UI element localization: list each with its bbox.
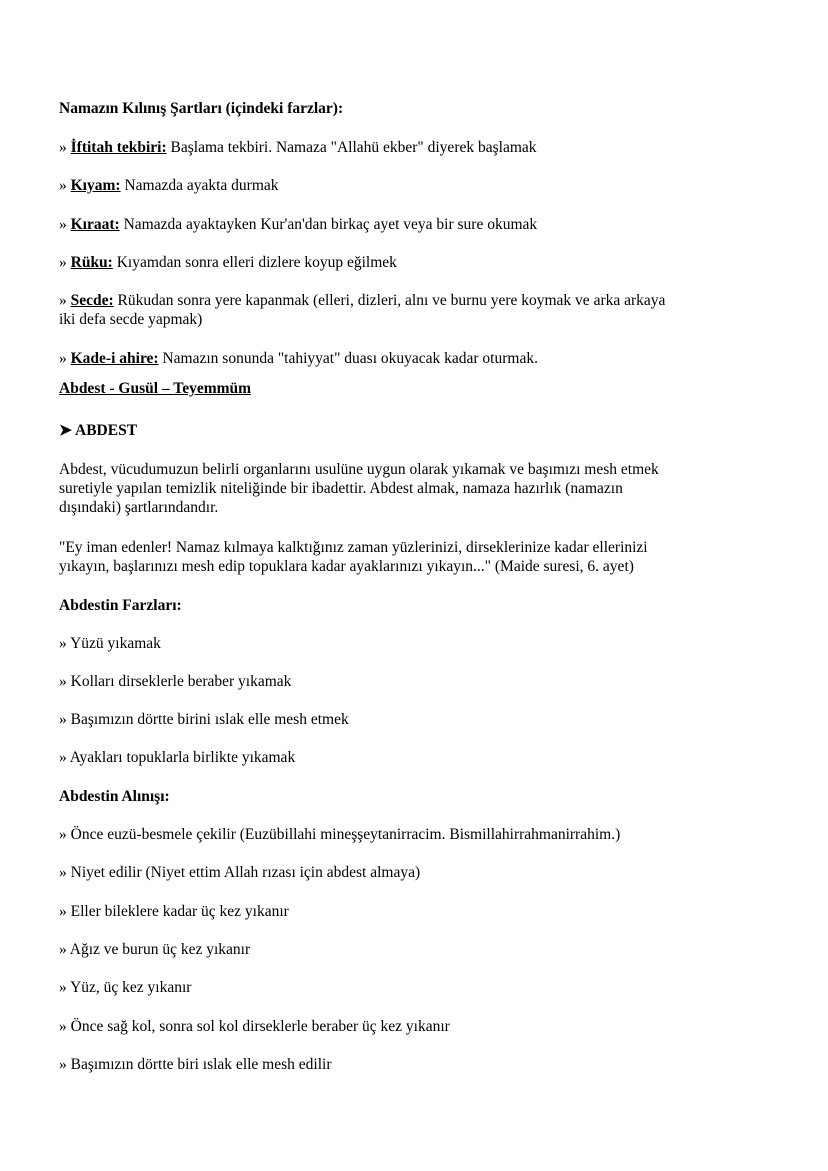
bullet-marker: » bbox=[59, 350, 71, 367]
item-text: Niyet edilir (Niyet ettim Allah rızası için abdest almaya) bbox=[70, 864, 421, 881]
item-text: Kıyamdan sonra elleri dizlere koyup eğilmek bbox=[112, 254, 397, 271]
namaz-title: Namazın Kılınış Şartları (içindeki farzlar): bbox=[59, 100, 344, 117]
item-text: Rükudan sonra yere kapanmak (elleri, dizleri, alnı ve burnu yere koymak ve arka arkaya bbox=[113, 292, 666, 309]
bullet-marker: » bbox=[59, 635, 71, 652]
bullet-marker: » bbox=[59, 292, 71, 309]
item-text: Namazda ayaktayken Kur'an'dan birkaç ayet veya bir sure okumak bbox=[119, 216, 538, 233]
list-item bbox=[59, 902, 759, 921]
bullet-marker: » bbox=[59, 711, 71, 728]
item-label: İftitah tekbiri: bbox=[70, 139, 167, 156]
item-text: Yüz, üç kez yıkanır bbox=[70, 979, 192, 996]
item-text: Kolları dirseklerle beraber yıkamak bbox=[70, 673, 292, 690]
item-label: Kıraat: bbox=[70, 216, 120, 233]
bullet-marker: » bbox=[59, 903, 71, 920]
item-text: Önce euzü-besmele çekilir (Euzübillahi mineşşeytanirracim. Bismillahirrahmanirrahim.) bbox=[70, 826, 621, 843]
item-text: Başımızın dörtte biri ıslak elle mesh edilir bbox=[70, 1056, 332, 1073]
bullet-marker: » bbox=[59, 1056, 71, 1073]
list-item bbox=[59, 1017, 759, 1036]
item-text: Namazın sonunda "tahiyyat" duası okuyacak kadar oturmak. bbox=[158, 350, 538, 367]
item-text: Namazda ayakta durmak bbox=[120, 177, 279, 194]
item-text: Yüzü yıkamak bbox=[70, 635, 161, 652]
quote-line: "Ey iman edenler! Namaz kılmaya kalktığınız zaman yüzlerinizi, dirseklerinize kadar ellerinizi bbox=[59, 539, 648, 556]
bullet-marker: » bbox=[59, 941, 70, 958]
item-label: Secde: bbox=[70, 292, 114, 309]
bullet-marker: » bbox=[59, 216, 71, 233]
list-item bbox=[59, 672, 759, 691]
section-title: Abdest - Gusül – Teyemmüm bbox=[59, 380, 252, 397]
abdest-intro-line: Abdest, vücudumuzun belirli organlarını usulüne uygun olarak yıkamak ve başımızı mesh etmek bbox=[59, 461, 659, 478]
list-item bbox=[59, 291, 759, 310]
list-item bbox=[59, 940, 759, 959]
list-item bbox=[59, 253, 759, 272]
list-item-continuation: iki defa secde yapmak) bbox=[59, 311, 203, 328]
bullet-marker: » bbox=[59, 139, 71, 156]
abdest-intro-line: suretiyle yapılan temizlik niteliğinde bir ibadettir. Abdest almak, namaza hazırlık (namazın bbox=[59, 480, 623, 497]
list-item bbox=[59, 978, 759, 997]
bullet-marker: » bbox=[59, 979, 71, 996]
list-item bbox=[59, 138, 759, 157]
bullet-marker: » bbox=[59, 826, 71, 843]
bullet-marker: » bbox=[59, 864, 71, 881]
list-item bbox=[59, 634, 759, 653]
list-item bbox=[59, 215, 759, 234]
bullet-marker: » bbox=[59, 673, 71, 690]
quote-line: yıkayın, başlarınızı mesh edip topuklara kadar ayaklarınızı yıkayın..." (Maide suresi, 6. ayet) bbox=[59, 558, 634, 575]
bullet-marker: » bbox=[59, 1018, 71, 1035]
list-item bbox=[59, 349, 759, 368]
item-text: Eller bileklere kadar üç kez yıkanır bbox=[70, 903, 289, 920]
abdest-farzlari-title: Abdestin Farzları: bbox=[59, 597, 182, 614]
item-text: Başlama tekbiri. Namaza "Allahü ekber" diyerek başlamak bbox=[166, 139, 537, 156]
list-item bbox=[59, 748, 759, 767]
arrow-icon: ➤ bbox=[59, 422, 76, 439]
abdest-alinisi-title: Abdestin Alınışı: bbox=[59, 788, 170, 805]
abdest-intro-line: dışındaki) şartlarındandır. bbox=[59, 499, 219, 516]
list-item bbox=[59, 710, 759, 729]
list-item bbox=[59, 1055, 759, 1074]
abdest-heading bbox=[59, 421, 759, 440]
bullet-marker: » bbox=[59, 177, 71, 194]
item-label: Rüku: bbox=[70, 254, 113, 271]
bullet-marker: » bbox=[59, 749, 70, 766]
item-text: Önce sağ kol, sonra sol kol dirseklerle beraber üç kez yıkanır bbox=[70, 1018, 450, 1035]
bullet-marker: » bbox=[59, 254, 71, 271]
item-text: Ayakları topuklarla birlikte yıkamak bbox=[69, 749, 296, 766]
item-label: Kade-i ahire: bbox=[70, 350, 159, 367]
list-item bbox=[59, 176, 759, 195]
abdest-heading-text: ABDEST bbox=[75, 422, 138, 439]
item-text: Başımızın dörtte birini ıslak elle mesh etmek bbox=[70, 711, 349, 728]
item-label: Kıyam: bbox=[70, 177, 121, 194]
list-item bbox=[59, 863, 759, 882]
item-text: Ağız ve burun üç kez yıkanır bbox=[69, 941, 251, 958]
list-item bbox=[59, 825, 759, 844]
